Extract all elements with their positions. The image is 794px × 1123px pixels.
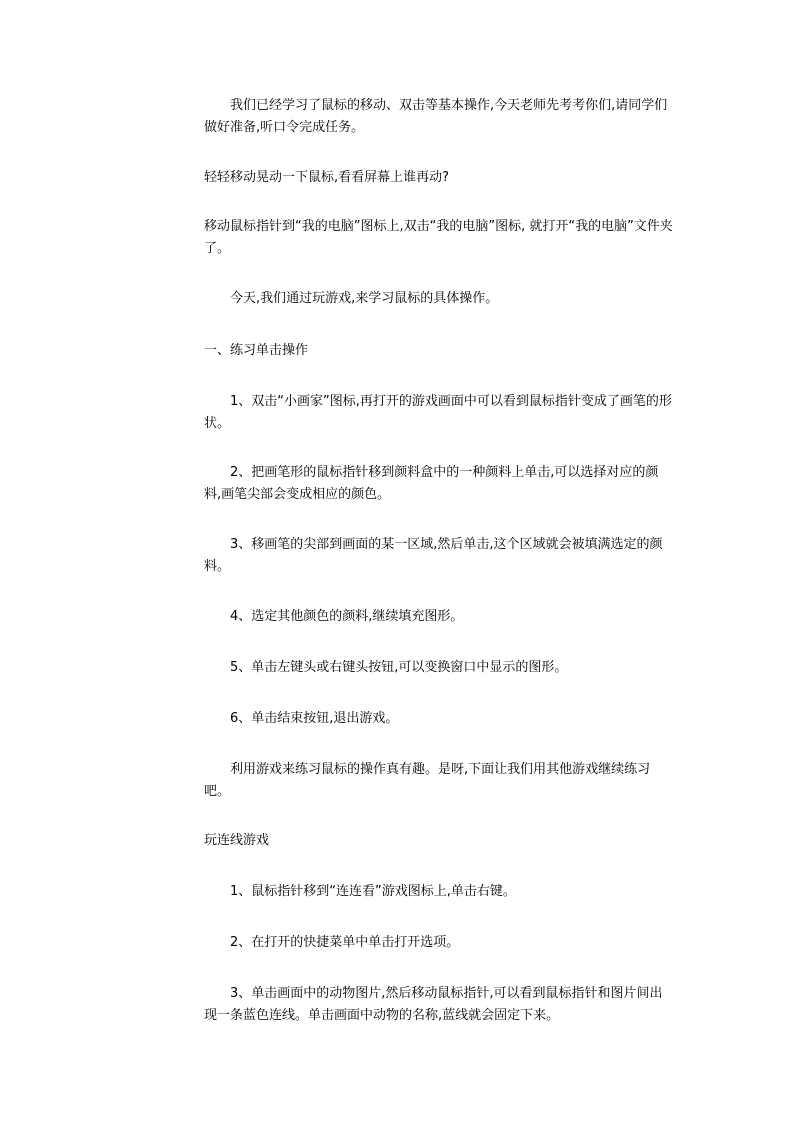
section-heading-click-practice: 一、练习单击操作 <box>204 343 309 358</box>
list-item-link-step-3: 3、单击画面中的动物图片,然后移动鼠标指针,可以看到鼠标指针和图片间出现一条蓝色连线。单击画面中动物的名称,蓝线就会固定下来。 <box>204 986 663 1023</box>
list-item-step-5: 5、单击左键头或右键头按钮,可以变换窗口中显示的图形。 <box>204 660 568 675</box>
section-heading-link-game: 玩连线游戏 <box>204 833 270 848</box>
list-item-step-3: 3、移画笔的尖部到画面的某一区域,然后单击,这个区域就会被填满选定的颜料。 <box>204 537 663 574</box>
paragraph-move-mouse: 轻轻移动晃动一下鼠标,看看屏幕上谁再动? <box>204 170 450 185</box>
list-item-step-2: 2、把画笔形的鼠标指针移到颜料盒中的一种颜料上单击,可以选择对应的颜料,画笔尖部会变成相应的颜色。 <box>204 465 659 502</box>
list-item-step-6: 6、单击结束按钮,退出游戏。 <box>204 711 399 726</box>
list-item-link-step-1: 1、鼠标指针移到“连连看”游戏图标上,单击右键。 <box>204 884 516 899</box>
paragraph-today: 今天,我们通过玩游戏,来学习鼠标的具体操作。 <box>204 291 499 306</box>
paragraph-my-computer: 移动鼠标指针到“我的电脑”图标上,双击“我的电脑”图标, 就打开“我的电脑”文件夹了。 <box>204 219 673 256</box>
list-item-link-step-2: 2、在打开的快捷菜单中单击打开选项。 <box>204 935 460 950</box>
paragraph-fun-games: 利用游戏来练习鼠标的操作真有趣。是呀,下面让我们用其他游戏继续练习吧。 <box>204 762 651 799</box>
list-item-step-4: 4、选定其他颜色的颜料,继续填充图形。 <box>204 609 464 624</box>
paragraph-intro: 我们已经学习了鼠标的移动、双击等基本操作,今天老师先考考你们,请同学们做好准备,听口令完成任务。 <box>204 98 668 135</box>
list-item-step-1: 1、双击“小画家”图标,再打开的游戏画面中可以看到鼠标指针变成了画笔的形状。 <box>204 394 672 431</box>
